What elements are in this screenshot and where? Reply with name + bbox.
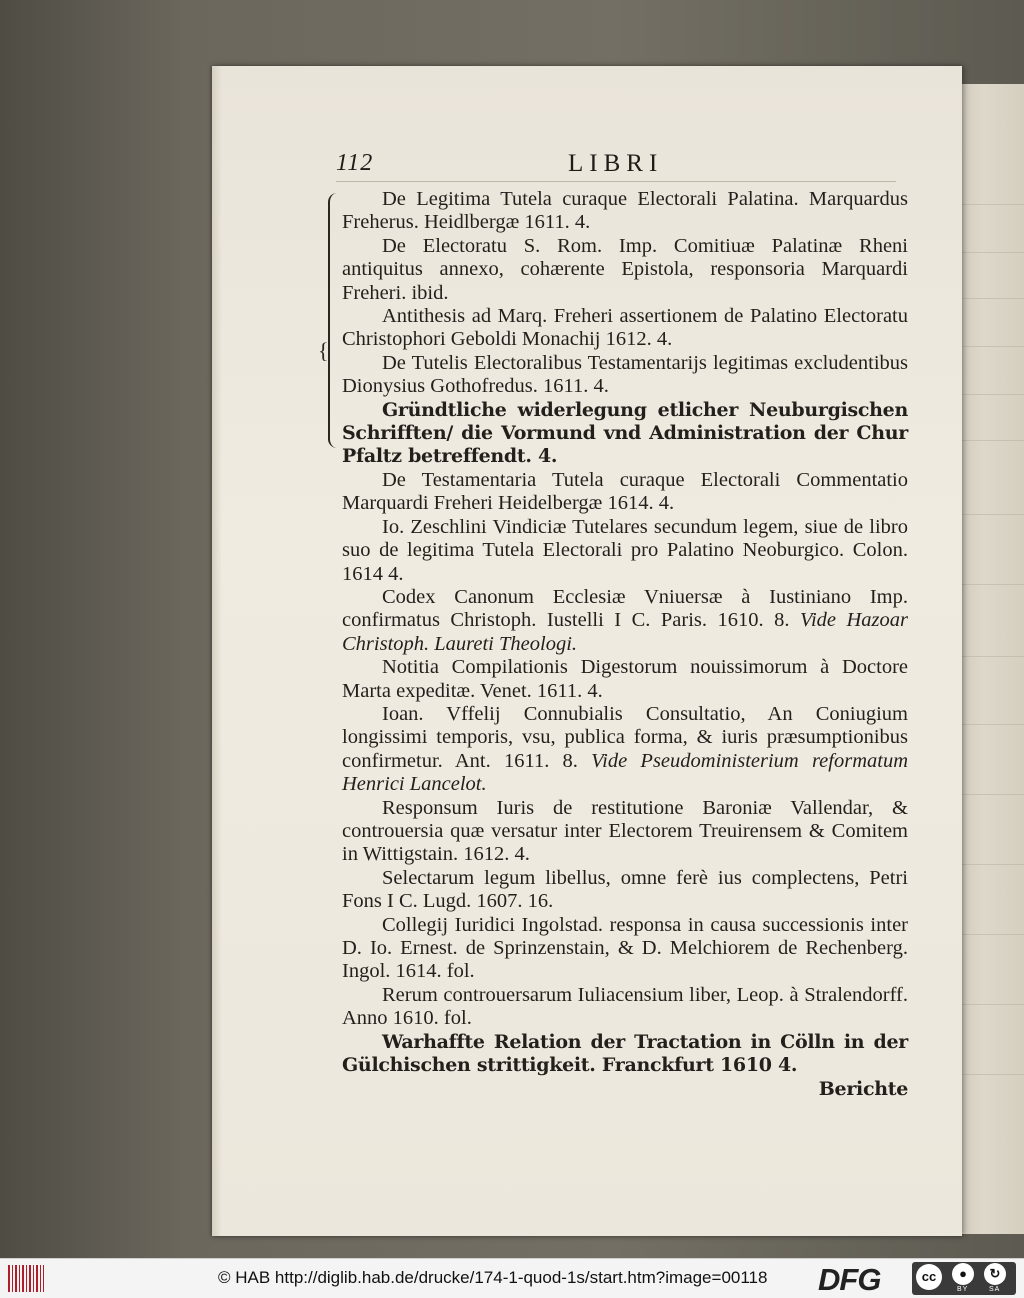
list-item: Responsum Iuris de restitutione Baroniæ Vallendar, & controuersia quæ versatur inter Electorem Treuirensem & Comitem in Wittigstain. 1612. 4. [342, 796, 908, 866]
catchword: Berichte [818, 1078, 908, 1101]
list-item: De Electoratu S. Rom. Imp. Comitiuæ Palatinæ Rheni antiquitus annexo, cohærente Epistola, responsoria Marquardi Freheri. ibid. [342, 234, 908, 304]
list-item: Collegij Iuridici Ingolstad. responsa in causa successionis inter D. Io. Ernest. de Sprinzenstain, & D. Melchiorem de Rechenberg. Ingol. 1614. fol. [342, 913, 908, 983]
library-logo-icon[interactable] [8, 1265, 44, 1292]
license-by-label: BY [957, 1286, 969, 1293]
list-item-blackletter: Gründtliche widerlegung etlicher Neuburgischen Schrifften/ die Vormund vnd Administration der Chur Pfaltz betreffendt. 4. [342, 398, 908, 468]
cross-reference: Vide Pseudoministerium reformatum Henrici Lancelot. [342, 749, 908, 796]
sa-icon: ↻ [984, 1263, 1006, 1285]
source-credit-link[interactable]: © HAB http://diglib.hab.de/drucke/174-1-quod-1s/start.htm?image=00118 [218, 1268, 768, 1287]
list-item: Io. Zeschlini Vindiciæ Tutelares secundum legem, siue de libro suo de legitima Tutela Electorali pro Palatino Neoburgico. Colon. 1614 4. [342, 515, 908, 585]
facing-page-edge [955, 84, 1024, 1234]
list-item: Rerum controuersarum Iuliacensium liber, Leop. à Stralendorff. Anno 1610. fol. [342, 983, 908, 1030]
dfg-logo[interactable]: DFG [818, 1262, 881, 1297]
license-sa-label: SA [989, 1286, 1001, 1293]
list-item: Notitia Compilationis Digestorum nouissimorum à Doctore Marta expeditæ. Venet. 1611. 4. [342, 656, 908, 702]
list-item: Ioan. Vffelij Connubialis Consultatio, An Coniugium longissimi temporis, vsu, publica forma, & iuris præsumptionibus confirmetur. Ant. 1611. 8. Vide Pseudoministerium reformatum Henrici Lancelot. [342, 702, 908, 796]
cross-reference: Vide Hazoar Christoph. Laureti Theologi. [342, 609, 908, 655]
brace-point: { [318, 338, 329, 363]
list-item: De Testamentaria Tutela curaque Electorali Commentatio Marquardi Freheri Heidelbergæ 1614. 4. [342, 468, 908, 515]
list-item: Antithesis ad Marq. Freheri assertionem de Palatino Electoratu Christophori Geboldi Monachij 1612. 4. [342, 305, 908, 351]
list-item: De Tutelis Electoralibus Testamentarijs legitimas excludentibus Dionysius Gothofredus. 1611. 4. [342, 351, 908, 398]
license-badge[interactable] [912, 1262, 1016, 1295]
page-number: 112 [336, 150, 374, 176]
page-gutter-shadow [212, 66, 222, 1236]
by-icon: ● [952, 1263, 974, 1285]
list-item-blackletter: Warhaffte Relation der Tractation in Cölln in der Gülchischen strittigkeit. Franckfurt 1610 4. Berichte [342, 1030, 908, 1101]
list-item: De Legitima Tutela curaque Electorali Palatina. Marquardus Freherus. Heidlbergæ 1611. 4. [342, 188, 908, 234]
list-item: Codex Canonum Ecclesiæ Vniuersæ à Iustiniano Imp. confirmatus Christoph. Iustelli I C. Paris. 1610. 8. Vide Hazoar Christoph. Laureti Theologi. [342, 585, 908, 655]
running-head: LIBRI [568, 150, 664, 177]
viewer-footer [0, 1258, 1024, 1298]
header-rule [336, 181, 896, 182]
list-item: Selectarum legum libellus, omne ferè ius complectens, Petri Fons I C. Lugd. 1607. 16. [342, 866, 908, 913]
cc-icon: cc [916, 1264, 942, 1290]
book-list-body [342, 188, 908, 1101]
